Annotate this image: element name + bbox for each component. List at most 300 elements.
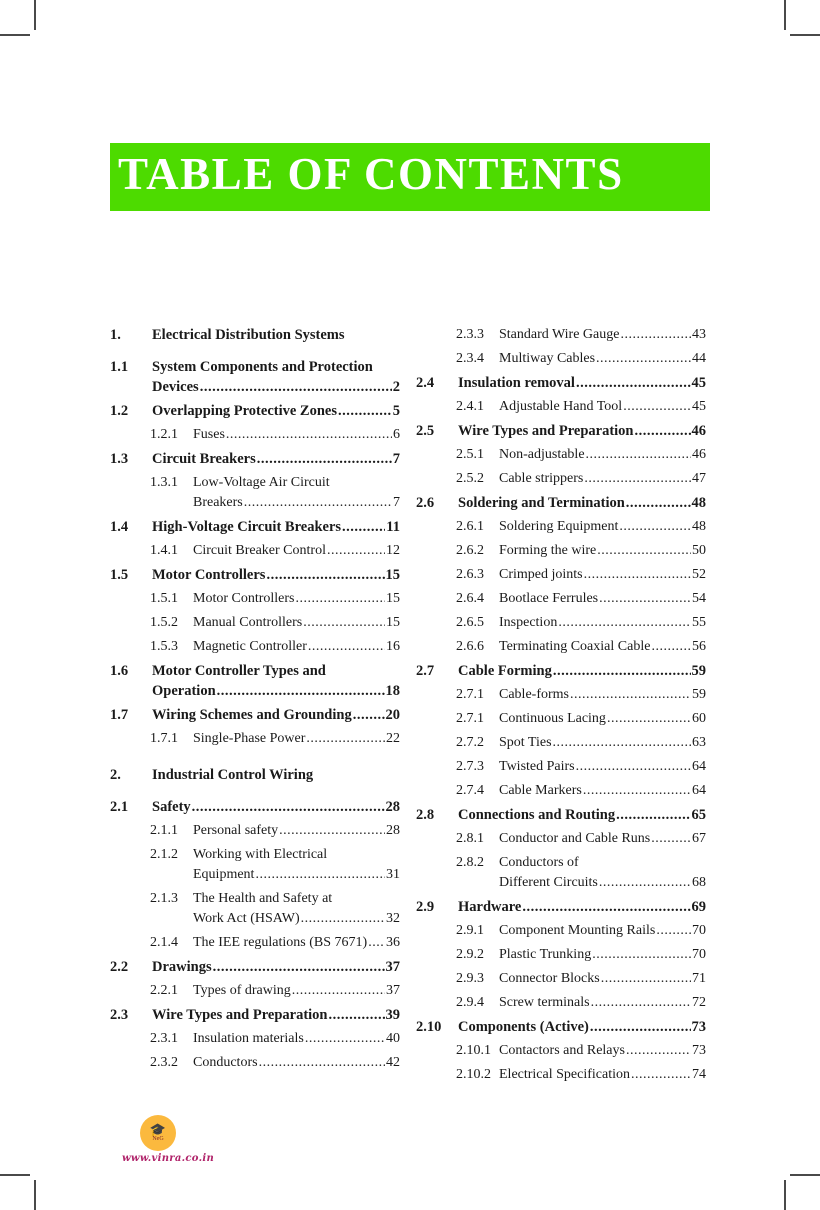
- entry-number: 1.2.1: [150, 427, 178, 442]
- dot-leader: [626, 493, 691, 513]
- entry-number: 2.9.1: [456, 923, 484, 938]
- entry-number: 2.7.3: [456, 759, 484, 774]
- entry-title: Overlapping Protective Zones: [152, 403, 337, 419]
- dot-leader: [616, 805, 690, 825]
- page-number: 63: [692, 735, 706, 750]
- page-number: 72: [692, 995, 706, 1010]
- crop-mark: [0, 1174, 30, 1176]
- dot-leader: [558, 613, 691, 633]
- entry-number: 2.6.3: [456, 567, 484, 582]
- dot-leader: [651, 829, 691, 849]
- entry-title-line: The Health and Safety at: [193, 891, 333, 906]
- toc-entry-sub[interactable]: [416, 969, 706, 989]
- toc-entry-sub[interactable]: [110, 473, 400, 513]
- entry-title: Personal safety: [193, 823, 279, 838]
- page-number: 46: [692, 447, 706, 462]
- toc-entry-sub[interactable]: [110, 541, 400, 561]
- entry-number: 2.8.2: [456, 855, 484, 870]
- toc-entry-chapter[interactable]: [110, 325, 400, 345]
- page-number: 46: [691, 423, 706, 439]
- dot-leader: [590, 1017, 691, 1037]
- entry-title: Types of drawing: [193, 983, 291, 998]
- toc-entry-sub[interactable]: [416, 945, 706, 965]
- dot-leader: [623, 397, 691, 417]
- toc-entry-section[interactable]: [416, 1017, 706, 1037]
- entry-number: 2.1.3: [150, 891, 178, 906]
- page-number: 48: [692, 519, 706, 534]
- entry-number: 2.1: [110, 799, 129, 815]
- toc-entry-sub[interactable]: [416, 517, 706, 537]
- toc-entry-sub[interactable]: [416, 469, 706, 489]
- entry-number: 2.3: [110, 1007, 129, 1023]
- entry-title: Electrical Distribution Systems: [152, 327, 345, 343]
- dot-leader: [522, 897, 690, 917]
- entry-title: Single-Phase Power: [193, 731, 306, 746]
- crop-mark: [790, 1174, 820, 1176]
- entry-title: Forming the wire: [499, 543, 597, 558]
- entry-number: 2.1.2: [150, 847, 178, 862]
- page-number: 15: [386, 615, 400, 630]
- toc-entry-section[interactable]: [110, 449, 400, 469]
- dot-leader: [257, 449, 392, 469]
- toc-entry-sub[interactable]: [110, 637, 400, 657]
- dot-leader: [327, 541, 385, 561]
- entry-title: Wire Types and Preparation: [458, 423, 634, 439]
- dot-leader: [583, 781, 691, 801]
- toc-entry-sub[interactable]: [110, 425, 400, 445]
- entry-title: Twisted Pairs: [499, 759, 575, 774]
- entry-title: Cable Markers: [499, 783, 582, 798]
- entry-number: 1.: [110, 327, 121, 343]
- page-number: 52: [692, 567, 706, 582]
- entry-title: Breakers: [193, 495, 243, 510]
- toc-entry-sub[interactable]: [110, 729, 400, 749]
- page-number: 47: [692, 471, 706, 486]
- dot-leader: [631, 1065, 691, 1085]
- dot-leader: [592, 945, 691, 965]
- entry-title: Cable strippers: [499, 471, 584, 486]
- dot-leader: [576, 373, 691, 393]
- entry-title: Motor Controllers: [193, 591, 295, 606]
- page-number: 60: [692, 711, 706, 726]
- dot-leader: [607, 709, 691, 729]
- entry-number: 2.2: [110, 959, 129, 975]
- toc-entry-sub[interactable]: [416, 325, 706, 345]
- page-number: 7: [392, 451, 400, 467]
- entry-number: 2.9.4: [456, 995, 484, 1010]
- page-number: 59: [692, 687, 706, 702]
- dot-leader: [279, 821, 385, 841]
- page-number: 31: [386, 867, 400, 882]
- entry-number: 1.2: [110, 403, 129, 419]
- toc-entry-sub[interactable]: [416, 733, 706, 753]
- toc-entry-sub[interactable]: [110, 589, 400, 609]
- page-number: 43: [692, 327, 706, 342]
- crop-mark: [34, 0, 36, 30]
- entry-number: 2.7: [416, 663, 435, 679]
- dot-leader: [338, 401, 392, 421]
- entry-title: Motor Controllers: [152, 567, 266, 583]
- dot-leader: [329, 1005, 385, 1025]
- toc-entry-sub[interactable]: [416, 709, 706, 729]
- entry-number: 2.10: [416, 1019, 442, 1035]
- dot-leader: [635, 421, 691, 441]
- entry-title: Soldering Equipment: [499, 519, 619, 534]
- entry-number: 2.8.1: [456, 831, 484, 846]
- entry-title-line: System Components and Protection: [152, 359, 373, 375]
- entry-title: Wiring Schemes and Grounding: [152, 707, 352, 723]
- page-number: 15: [385, 567, 400, 583]
- entry-title: The IEE regulations (BS 7671): [193, 935, 368, 950]
- dot-leader: [599, 873, 691, 893]
- dot-leader: [368, 933, 385, 953]
- page-number: 50: [692, 543, 706, 558]
- toc-entry-sub[interactable]: [416, 685, 706, 705]
- dot-leader: [596, 349, 691, 369]
- entry-title: Component Mounting Rails: [499, 923, 656, 938]
- page-number: 73: [691, 1019, 706, 1035]
- page-number: 32: [386, 911, 400, 926]
- entry-number: 2.2.1: [150, 983, 178, 998]
- toc-entry-section[interactable]: [110, 401, 400, 421]
- page-number: 64: [692, 759, 706, 774]
- crop-mark: [784, 1180, 786, 1210]
- toc-entry-sub[interactable]: [416, 445, 706, 465]
- dot-leader: [586, 445, 691, 465]
- entry-number: 2.9: [416, 899, 435, 915]
- entry-number: 2.5.2: [456, 471, 484, 486]
- page-number: 6: [393, 427, 400, 442]
- dot-leader: [570, 685, 691, 705]
- entry-title-line: Low-Voltage Air Circuit: [193, 475, 330, 490]
- entry-number: 1.1: [110, 359, 129, 375]
- entry-number: 2.5.1: [456, 447, 484, 462]
- entry-number: 2.9.2: [456, 947, 484, 962]
- toc-entry-section[interactable]: [110, 705, 400, 725]
- entry-title: Circuit Breaker Control: [193, 543, 326, 558]
- entry-title: Industrial Control Wiring: [152, 767, 314, 783]
- dot-leader: [292, 981, 385, 1001]
- page-number: 44: [692, 351, 706, 366]
- page-number: 64: [692, 783, 706, 798]
- dot-leader: [308, 637, 385, 657]
- page-number: 36: [386, 935, 400, 950]
- toc-entry-section[interactable]: [110, 661, 400, 701]
- dot-leader: [584, 565, 691, 585]
- page-number: 20: [385, 707, 400, 723]
- entry-number: 2.7.2: [456, 735, 484, 750]
- entry-title: Drawings: [152, 959, 212, 975]
- entry-number: 2.9.3: [456, 971, 484, 986]
- entry-title: Crimped joints: [499, 567, 583, 582]
- dot-leader: [244, 493, 392, 513]
- page-number: 12: [386, 543, 400, 558]
- entry-number: 2.5: [416, 423, 435, 439]
- entry-title: Terminating Coaxial Cable: [499, 639, 651, 654]
- page-number: 68: [692, 875, 706, 890]
- crop-mark: [34, 1180, 36, 1210]
- page-number: 55: [692, 615, 706, 630]
- entry-number: 2.8: [416, 807, 435, 823]
- toc-entry-section[interactable]: [416, 897, 706, 917]
- entry-title-line: Motor Controller Types and: [152, 663, 326, 679]
- page-number: 70: [692, 947, 706, 962]
- entry-number: 2.6.5: [456, 615, 484, 630]
- page-number: 28: [385, 799, 400, 815]
- entry-title: Bootlace Ferrules: [499, 591, 599, 606]
- entry-number: 2.10.2: [456, 1067, 491, 1082]
- entry-title: Conductors: [193, 1055, 258, 1070]
- page-number: 2: [392, 379, 400, 395]
- entry-number: 1.7.1: [150, 731, 178, 746]
- entry-title: Operation: [152, 683, 216, 699]
- toc-entry-section[interactable]: [110, 565, 400, 585]
- page-number: 15: [386, 591, 400, 606]
- entry-number: 1.4: [110, 519, 129, 535]
- entry-title: Wire Types and Preparation: [152, 1007, 328, 1023]
- page-number: 71: [692, 971, 706, 986]
- publisher-url: www.vinra.co.in: [122, 1153, 215, 1164]
- toc-entry-sub[interactable]: [416, 613, 706, 633]
- crop-mark: [0, 34, 30, 36]
- dot-leader: [553, 661, 691, 681]
- crop-mark: [790, 34, 820, 36]
- toc-entry-section[interactable]: [416, 493, 706, 513]
- page-number: 5: [392, 403, 400, 419]
- dot-leader: [306, 729, 385, 749]
- dot-leader: [296, 589, 386, 609]
- dot-leader: [301, 909, 385, 929]
- dot-leader: [213, 957, 385, 977]
- toc-entry-sub[interactable]: [110, 981, 400, 1001]
- dot-leader: [217, 681, 385, 701]
- dot-leader: [305, 1029, 385, 1049]
- crop-mark: [784, 0, 786, 30]
- toc-entry-sub[interactable]: [416, 757, 706, 777]
- dot-leader: [626, 1041, 691, 1061]
- entry-title: Conductor and Cable Runs: [499, 831, 651, 846]
- page-number: 45: [692, 399, 706, 414]
- entry-title: Continuous Lacing: [499, 711, 606, 726]
- toc-entry-sub[interactable]: [110, 613, 400, 633]
- toc-entry-sub[interactable]: [110, 845, 400, 885]
- page-number: 37: [386, 983, 400, 998]
- toc-left-column: [110, 325, 400, 1077]
- logo-mark: NeG: [152, 1135, 164, 1142]
- toc-entry-sub[interactable]: [110, 1053, 400, 1073]
- entry-title: Magnetic Controller: [193, 639, 307, 654]
- entry-number: 1.5: [110, 567, 129, 583]
- toc-entry-sub[interactable]: [416, 921, 706, 941]
- entry-number: 2.4: [416, 375, 435, 391]
- page-number: 11: [386, 519, 400, 535]
- entry-number: 2.7.4: [456, 783, 484, 798]
- dot-leader: [553, 733, 691, 753]
- page-number: 45: [691, 375, 706, 391]
- page-number: 48: [691, 495, 706, 511]
- entry-number: 1.4.1: [150, 543, 178, 558]
- dot-leader: [303, 613, 385, 633]
- entry-title: Connector Blocks: [499, 971, 600, 986]
- entry-number: 2.10.1: [456, 1043, 491, 1058]
- page-number: 67: [692, 831, 706, 846]
- toc-entry-sub[interactable]: [416, 397, 706, 417]
- dot-leader: [255, 865, 385, 885]
- dot-leader: [226, 425, 392, 445]
- page-number: 28: [386, 823, 400, 838]
- entry-number: 2.: [110, 767, 121, 783]
- entry-number: 1.5.2: [150, 615, 178, 630]
- page-number: 70: [692, 923, 706, 938]
- entry-title: Work Act (HSAW): [193, 911, 300, 926]
- entry-number: 2.1.4: [150, 935, 178, 950]
- page-number: 40: [386, 1031, 400, 1046]
- page-number: 74: [692, 1067, 706, 1082]
- entry-number: 2.6: [416, 495, 435, 511]
- toc-right-column: [416, 325, 706, 1089]
- toc-entry-section[interactable]: [110, 517, 400, 537]
- entry-number: 2.6.2: [456, 543, 484, 558]
- page-number: 54: [692, 591, 706, 606]
- toc-entry-sub[interactable]: [416, 541, 706, 561]
- toc-entry-section[interactable]: [110, 1005, 400, 1025]
- toc-entry-section[interactable]: [416, 373, 706, 393]
- page-number: 22: [386, 731, 400, 746]
- toc-entry-chapter[interactable]: [110, 765, 400, 785]
- page-number: 42: [386, 1055, 400, 1070]
- entry-number: 2.3.1: [150, 1031, 178, 1046]
- entry-title: Multiway Cables: [499, 351, 596, 366]
- entry-number: 2.7.1: [456, 687, 484, 702]
- dot-leader: [599, 589, 691, 609]
- page-number: 16: [386, 639, 400, 654]
- page-number: 7: [393, 495, 400, 510]
- entry-title: Manual Controllers: [193, 615, 303, 630]
- dot-leader: [266, 565, 384, 585]
- entry-number: 2.1.1: [150, 823, 178, 838]
- entry-number: 2.7.1: [456, 711, 484, 726]
- page-number: 65: [691, 807, 706, 823]
- dot-leader: [576, 757, 691, 777]
- entry-title: Devices: [152, 379, 199, 395]
- page-number: 18: [385, 683, 400, 699]
- page-number: 69: [691, 899, 706, 915]
- dot-leader: [591, 993, 691, 1013]
- dot-leader: [651, 637, 691, 657]
- toc-entry-sub[interactable]: [416, 589, 706, 609]
- toc-entry-sub[interactable]: [416, 993, 706, 1013]
- toc-entry-sub[interactable]: [110, 1029, 400, 1049]
- page-number: 59: [691, 663, 706, 679]
- entry-title: Plastic Trunking: [499, 947, 592, 962]
- page-number: 73: [692, 1043, 706, 1058]
- entry-title: Electrical Specification: [499, 1067, 630, 1082]
- dot-leader: [601, 969, 691, 989]
- dot-leader: [192, 797, 385, 817]
- graduation-cap-icon: 🎓: [149, 1121, 167, 1137]
- page-number: 37: [385, 959, 400, 975]
- toc-entry-sub[interactable]: [416, 565, 706, 585]
- dot-leader: [342, 517, 385, 537]
- entry-title: Fuses: [193, 427, 225, 442]
- entry-title: Circuit Breakers: [152, 451, 256, 467]
- page-number: 39: [385, 1007, 400, 1023]
- toc-entry-section[interactable]: [110, 957, 400, 977]
- toc-entry-sub[interactable]: [110, 933, 400, 953]
- entry-title: Different Circuits: [499, 875, 598, 890]
- entry-number: 2.3.2: [150, 1055, 178, 1070]
- toc-entry-sub[interactable]: [416, 1041, 706, 1061]
- publisher-logo: [140, 1115, 176, 1151]
- entry-number: 2.3.4: [456, 351, 484, 366]
- entry-title: Equipment: [193, 867, 255, 882]
- entry-number: 2.4.1: [456, 399, 484, 414]
- entry-title: Insulation removal: [458, 375, 575, 391]
- entry-number: 2.6.4: [456, 591, 484, 606]
- dot-leader: [259, 1053, 385, 1073]
- entry-number: 1.7: [110, 707, 129, 723]
- entry-number: 1.5.3: [150, 639, 178, 654]
- toc-entry-sub[interactable]: [416, 1065, 706, 1085]
- toc-entry-sub[interactable]: [416, 781, 706, 801]
- entry-number: 1.3: [110, 451, 129, 467]
- dot-leader: [584, 469, 691, 489]
- entry-title: Cable Forming: [458, 663, 552, 679]
- entry-title: Cable-forms: [499, 687, 569, 702]
- entry-title-line: Working with Electrical: [193, 847, 328, 862]
- toc-entry-section[interactable]: [416, 661, 706, 681]
- toc-entry-sub[interactable]: [110, 889, 400, 929]
- entry-title: Standard Wire Gauge: [499, 327, 620, 342]
- entry-title: Screw terminals: [499, 995, 590, 1010]
- entry-title: Contactors and Relays: [499, 1043, 625, 1058]
- page-number: 56: [692, 639, 706, 654]
- entry-title: Soldering and Termination: [458, 495, 625, 511]
- entry-title: Insulation materials: [193, 1031, 304, 1046]
- dot-leader: [200, 377, 392, 397]
- entry-title: Adjustable Hand Tool: [499, 399, 623, 414]
- dot-leader: [353, 705, 385, 725]
- dot-leader: [597, 541, 691, 561]
- toc-entry-section[interactable]: [110, 357, 400, 397]
- entry-number: 1.6: [110, 663, 129, 679]
- toc-entry-sub[interactable]: [416, 349, 706, 369]
- title-banner: [110, 143, 710, 211]
- toc-entry-section[interactable]: [416, 805, 706, 825]
- entry-title: Non-adjustable: [499, 447, 585, 462]
- dot-leader: [620, 325, 691, 345]
- dot-leader: [656, 921, 691, 941]
- dot-leader: [619, 517, 691, 537]
- entry-number: 2.3.3: [456, 327, 484, 342]
- toc-entry-section[interactable]: [110, 797, 400, 817]
- page-title: TABLE OF CONTENTS: [118, 149, 624, 199]
- entry-title: Safety: [152, 799, 191, 815]
- entry-number: 2.6.6: [456, 639, 484, 654]
- entry-title-line: Conductors of: [499, 855, 579, 870]
- toc-entry-sub[interactable]: [110, 821, 400, 841]
- entry-number: 2.6.1: [456, 519, 484, 534]
- toc-entry-section[interactable]: [416, 421, 706, 441]
- entry-title: Spot Ties: [499, 735, 552, 750]
- toc-entry-sub[interactable]: [416, 829, 706, 849]
- entry-title: Connections and Routing: [458, 807, 616, 823]
- entry-title: High-Voltage Circuit Breakers: [152, 519, 342, 535]
- toc-entry-sub[interactable]: [416, 853, 706, 893]
- entry-number: 1.5.1: [150, 591, 178, 606]
- toc-entry-sub[interactable]: [416, 637, 706, 657]
- entry-title: Hardware: [458, 899, 522, 915]
